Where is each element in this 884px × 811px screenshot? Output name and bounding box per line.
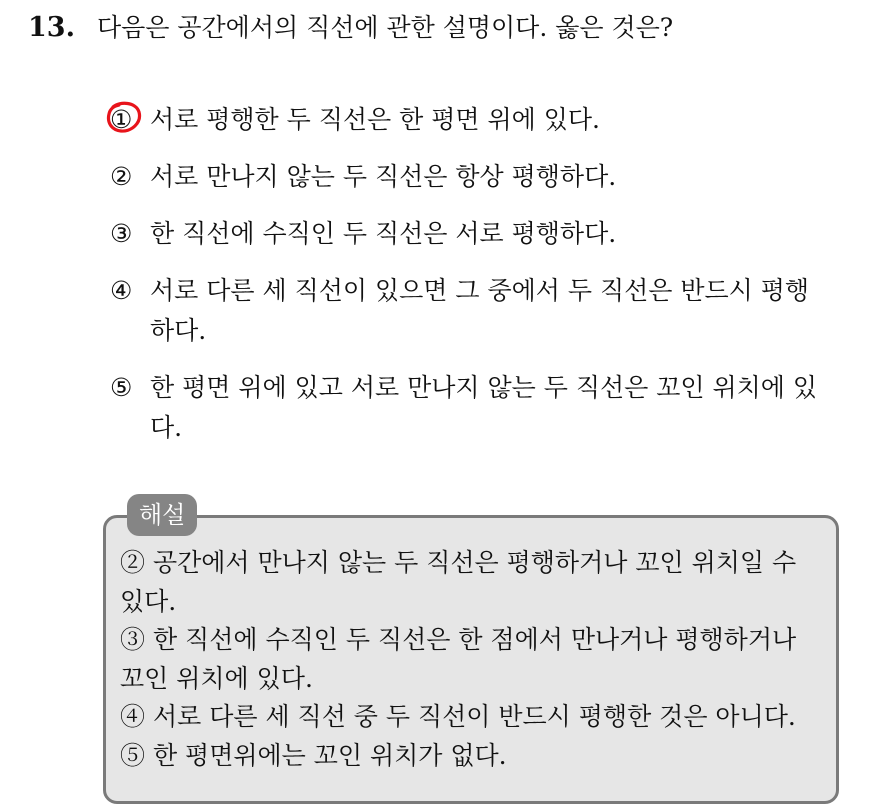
choice-text: 한 평면 위에 있고 서로 만나지 않는 두 직선은 꼬인 위치에 있다. xyxy=(150,373,818,442)
choice-item-2[interactable] xyxy=(110,157,830,197)
explanation-text xyxy=(120,544,832,775)
choice-text: 서로 평행한 두 직선은 한 평면 위에 있다. xyxy=(150,105,600,134)
explanation-line: ④ 서로 다른 세 직선 중 두 직선이 반드시 평행한 것은 아니다. xyxy=(120,702,796,731)
explanation-line: 꼬인 위치에 있다. xyxy=(120,663,313,693)
explanation-line: ③ 한 직선에 수직인 두 직선은 한 점에서 만나거나 평행하거나 xyxy=(120,625,797,654)
choice-item-4[interactable] xyxy=(110,271,830,351)
explanation-line: ⑤ 한 평면위에는 꼬인 위치가 없다. xyxy=(120,740,507,770)
explanation-line: ② 공간에서 만나지 않는 두 직선은 평행하거나 꼬인 위치일 수 xyxy=(120,548,797,577)
choice-item-3[interactable] xyxy=(110,214,830,254)
choice-number: ① xyxy=(110,105,133,134)
choice-number: ④ xyxy=(110,276,133,305)
explanation-label: 해설 xyxy=(127,494,197,536)
choice-text: 서로 만나지 않는 두 직선은 항상 평행하다. xyxy=(150,162,617,191)
choice-number: ② xyxy=(110,162,133,191)
question-text: 다음은 공간에서의 직선에 관한 설명이다. 옳은 것은? xyxy=(96,13,674,42)
question-number: 13. xyxy=(28,12,75,43)
choice-item-1[interactable] xyxy=(110,100,830,140)
choice-text: 한 직선에 수직인 두 직선은 서로 평행하다. xyxy=(150,219,617,248)
choice-list xyxy=(110,100,830,465)
explanation-line: 있다. xyxy=(120,586,177,616)
choice-number: ⑤ xyxy=(110,373,133,402)
choice-item-5[interactable] xyxy=(110,368,830,448)
question-line xyxy=(28,10,868,46)
choice-number: ③ xyxy=(110,219,133,248)
choice-text: 서로 다른 세 직선이 있으면 그 중에서 두 직선은 반드시 평행하다. xyxy=(150,276,810,345)
